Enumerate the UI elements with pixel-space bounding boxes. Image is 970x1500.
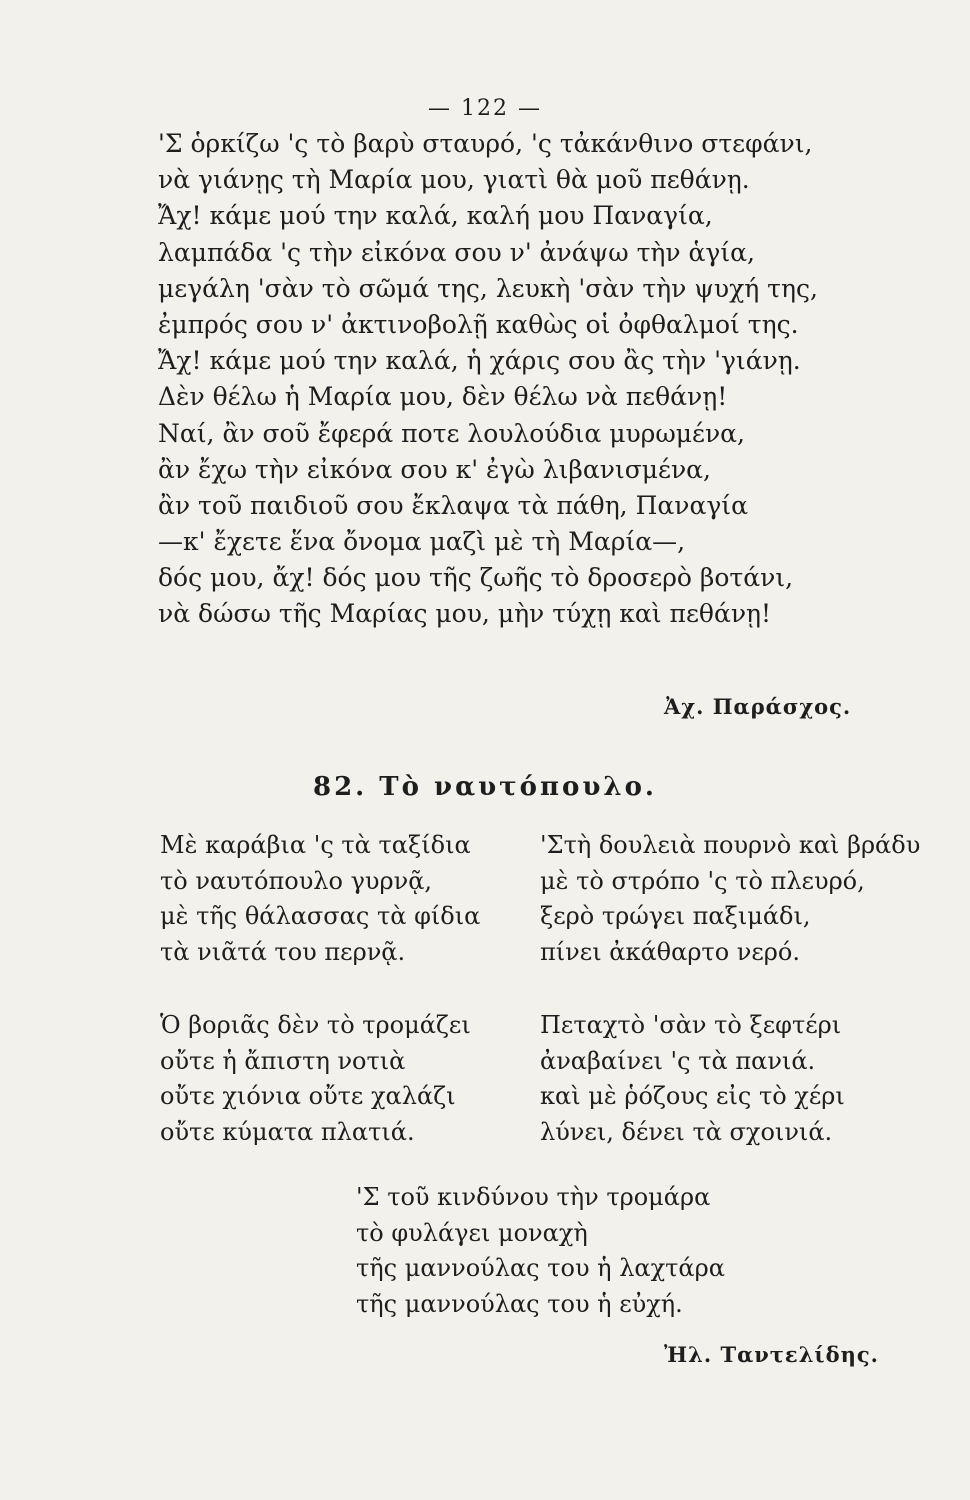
poem-line: πίνει ἀκάθαρτο νερό.: [540, 937, 800, 966]
poem-line: λαμπάδα 'ς τὴν εἰκόνα σου ν' ἀνάψω τὴν ἁγία,: [158, 237, 755, 267]
stanza: [540, 1008, 940, 1150]
poem-two-author: Ἠλ. Ταντελίδης.: [664, 1342, 879, 1367]
poem-line: ἀναβαίνει 'ς τὰ πανιά.: [540, 1046, 816, 1075]
poem-line: οὔτε κύματα πλατιά.: [160, 1117, 415, 1146]
poem-two-title: 82. Τὸ ναυτόπουλο.: [313, 772, 657, 802]
stanza: [160, 828, 560, 970]
poem-one: [158, 126, 948, 633]
poem-line: οὔτε ἡ ἄπιστη νοτιὰ: [160, 1046, 406, 1075]
poem-line: νὰ γιάνῃς τὴ Μαρία μου, γιατὶ θὰ μοῦ πεθάνῃ.: [158, 165, 750, 195]
stanza: [160, 1008, 560, 1150]
poem-line: Μὲ καράβια 'ς τὰ ταξίδια: [160, 831, 471, 859]
poem-line: τὸ ναυτόπουλο γυρνᾷ,: [160, 866, 433, 895]
stanza: [356, 1180, 756, 1322]
poem-line: 'Στὴ δουλειὰ πουρνὸ καὶ βράδυ: [540, 831, 921, 859]
poem-line: Ναί, ἂν σοῦ ἔφερά ποτε λουλούδια μυρωμένα,: [158, 418, 745, 448]
poem-line: τῆς μαννούλας του ἡ εὐχή.: [356, 1289, 683, 1318]
poem-line: Ὁ βοριᾶς δὲν τὸ τρομάζει: [160, 1011, 471, 1039]
poem-line: 'Σ τοῦ κινδύνου τὴν τρομάρα: [356, 1183, 711, 1211]
poem-line: μεγάλη 'σὰν τὸ σῶμά της, λευκὴ 'σὰν τὴν ψυχή της,: [158, 273, 818, 303]
poem-line: Δὲν θέλω ἡ Μαρία μου, δὲν θέλω νὰ πεθάνῃ!: [158, 382, 728, 412]
poem-line: ἂν τοῦ παιδιοῦ σου ἔκλαψα τὰ πάθη, Παναγία: [158, 490, 748, 520]
poem-line: μὲ τῆς θάλασσας τὰ φίδια: [160, 902, 481, 930]
poem-line: τῆς μαννούλας του ἡ λαχτάρα: [356, 1254, 725, 1282]
poem-line: Ἄχ! κάμε μού την καλά, ἡ χάρις σου ἂς τὴν 'γιάνῃ.: [158, 346, 801, 376]
poem-line: τὰ νιᾶτά του περνᾷ.: [160, 937, 406, 966]
page-number: — 122 —: [428, 96, 542, 121]
poem-line: ἂν ἔχω τὴν εἰκόνα σου κ' ἐγὼ λιβανισμένα,: [158, 454, 712, 484]
poem-line: Πεταχτὸ 'σὰν τὸ ξεφτέρι: [540, 1011, 842, 1039]
poem-line: ἐμπρός σου ν' ἀκτινοβολῇ καθὼς οἱ ὀφθαλμοί της.: [158, 309, 799, 339]
poem-one-author: Ἀχ. Παράσχος.: [664, 694, 852, 719]
poem-line: Ἄχ! κάμε μού την καλά, καλή μου Παναγία,: [158, 201, 713, 231]
poem-line: καὶ μὲ ῥόζους εἰς τὸ χέρι: [540, 1082, 845, 1110]
poem-line: —κ' ἔχετε ἕνα ὄνομα μαζὶ μὲ τὴ Μαρία—,: [158, 527, 686, 557]
poem-line: νὰ δώσω τῆς Μαρίας μου, μὴν τύχῃ καὶ πεθάνῃ!: [158, 599, 772, 629]
poem-line: οὔτε χιόνια οὔτε χαλάζι: [160, 1082, 456, 1110]
stanza: [540, 828, 940, 970]
poem-line: τὸ φυλάγει μοναχὴ: [356, 1218, 588, 1247]
poem-line: λύνει, δένει τὰ σχοινιά.: [540, 1117, 833, 1146]
poem-line: δός μου, ἄχ! δός μου τῆς ζωῆς τὸ δροσερὸ βοτάνι,: [158, 563, 794, 593]
poem-line: ξερὸ τρώγει παξιμάδι,: [540, 902, 811, 930]
poem-line: 'Σ ὁρκίζω 'ς τὸ βαρὺ σταυρό, 'ς τἀκάνθινο στεφάνι,: [158, 129, 813, 158]
poem-line: μὲ τὸ στρόπο 'ς τὸ πλευρό,: [540, 866, 865, 895]
